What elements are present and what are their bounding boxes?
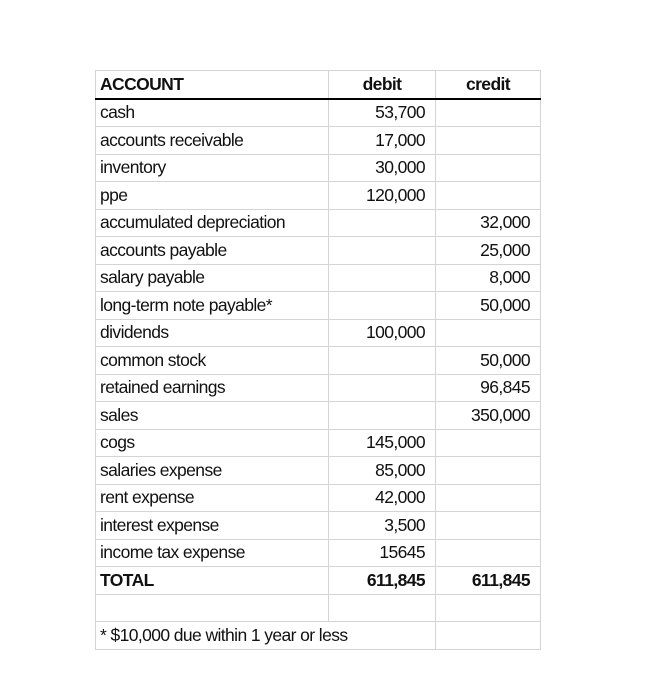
account-cell: rent expense <box>96 484 329 512</box>
debit-cell: 145,000 <box>329 429 436 457</box>
account-cell: interest expense <box>96 512 329 540</box>
credit-cell <box>436 512 541 540</box>
total-row <box>96 567 541 595</box>
table-row <box>96 319 541 347</box>
table-row <box>96 154 541 182</box>
total-label: TOTAL <box>96 567 329 595</box>
empty-cell <box>329 594 436 622</box>
account-cell: ppe <box>96 182 329 210</box>
trial-balance-table <box>95 70 541 650</box>
account-cell: accounts receivable <box>96 127 329 155</box>
credit-cell: 25,000 <box>436 237 541 265</box>
debit-column-header: debit <box>329 71 436 99</box>
debit-cell <box>329 264 436 292</box>
table-row <box>96 127 541 155</box>
debit-cell: 85,000 <box>329 457 436 485</box>
table-row <box>96 264 541 292</box>
debit-cell <box>329 292 436 320</box>
credit-cell <box>436 457 541 485</box>
credit-cell: 96,845 <box>436 374 541 402</box>
empty-cell <box>96 594 329 622</box>
total-credit: 611,845 <box>436 567 541 595</box>
debit-cell: 15645 <box>329 539 436 567</box>
account-cell: sales <box>96 402 329 430</box>
debit-cell: 100,000 <box>329 319 436 347</box>
credit-cell <box>436 99 541 127</box>
account-cell: retained earnings <box>96 374 329 402</box>
table-row <box>96 347 541 375</box>
debit-cell <box>329 347 436 375</box>
trial-balance-sheet <box>95 70 541 650</box>
table-row <box>96 374 541 402</box>
credit-cell: 50,000 <box>436 347 541 375</box>
table-row <box>96 512 541 540</box>
debit-cell: 53,700 <box>329 99 436 127</box>
table-row <box>96 99 541 127</box>
account-cell: long-term note payable* <box>96 292 329 320</box>
table-row <box>96 402 541 430</box>
credit-cell <box>436 319 541 347</box>
account-cell: common stock <box>96 347 329 375</box>
debit-cell: 30,000 <box>329 154 436 182</box>
credit-cell <box>436 429 541 457</box>
debit-cell: 42,000 <box>329 484 436 512</box>
credit-cell <box>436 154 541 182</box>
table-row <box>96 429 541 457</box>
debit-cell <box>329 402 436 430</box>
footnote-row <box>96 622 541 650</box>
table-row <box>96 237 541 265</box>
account-cell: cash <box>96 99 329 127</box>
account-cell: dividends <box>96 319 329 347</box>
credit-cell <box>436 539 541 567</box>
footnote-text: * $10,000 due within 1 year or less <box>96 622 436 650</box>
credit-cell: 50,000 <box>436 292 541 320</box>
account-column-header: ACCOUNT <box>96 71 329 99</box>
credit-cell <box>436 182 541 210</box>
debit-cell <box>329 237 436 265</box>
account-cell: accumulated depreciation <box>96 209 329 237</box>
table-row <box>96 484 541 512</box>
account-cell: cogs <box>96 429 329 457</box>
header-row <box>96 71 541 99</box>
table-row <box>96 457 541 485</box>
account-cell: income tax expense <box>96 539 329 567</box>
table-row <box>96 539 541 567</box>
credit-cell: 8,000 <box>436 264 541 292</box>
account-cell: inventory <box>96 154 329 182</box>
credit-cell: 350,000 <box>436 402 541 430</box>
account-cell: salary payable <box>96 264 329 292</box>
debit-cell <box>329 374 436 402</box>
debit-cell: 17,000 <box>329 127 436 155</box>
account-cell: salaries expense <box>96 457 329 485</box>
account-cell: accounts payable <box>96 237 329 265</box>
empty-row <box>96 594 541 622</box>
table-row <box>96 182 541 210</box>
table-row <box>96 209 541 237</box>
table-row <box>96 292 541 320</box>
credit-cell: 32,000 <box>436 209 541 237</box>
total-debit: 611,845 <box>329 567 436 595</box>
debit-cell <box>329 209 436 237</box>
credit-cell <box>436 484 541 512</box>
credit-cell <box>436 127 541 155</box>
table-body <box>96 71 541 650</box>
debit-cell: 120,000 <box>329 182 436 210</box>
empty-cell <box>436 594 541 622</box>
debit-cell: 3,500 <box>329 512 436 540</box>
credit-column-header: credit <box>436 71 541 99</box>
empty-cell <box>436 622 541 650</box>
